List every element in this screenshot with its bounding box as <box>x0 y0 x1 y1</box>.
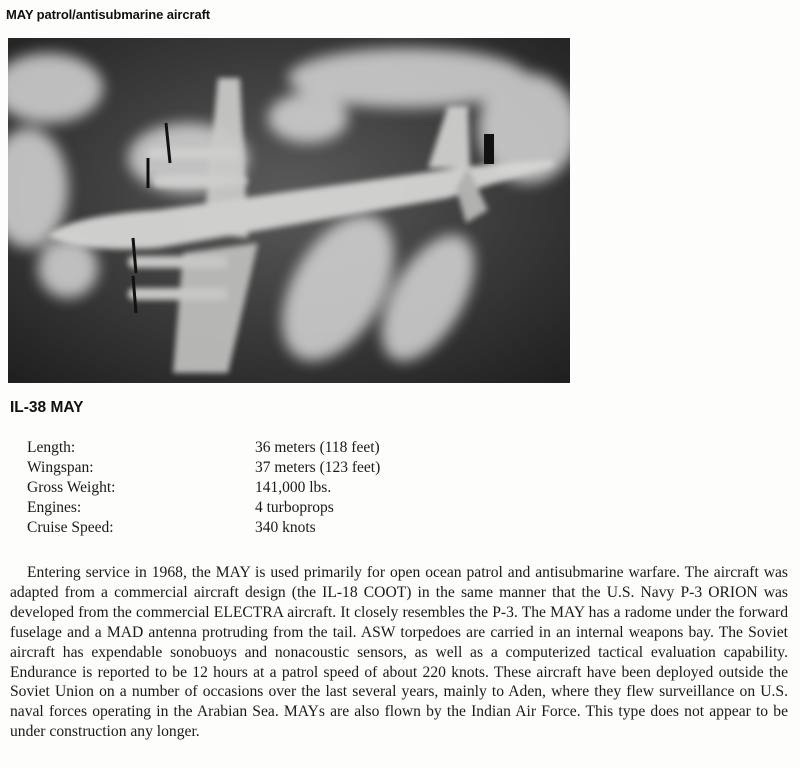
spec-row-wingspan <box>27 458 447 478</box>
spec-value: 340 knots <box>255 519 316 536</box>
spec-row-gross-weight <box>27 478 447 498</box>
aircraft-photo-icon <box>8 38 570 383</box>
photo-caption: MAY patrol/antisubmarine aircraft <box>6 7 211 22</box>
spec-label: Wingspan: <box>27 459 94 476</box>
spec-table <box>27 438 447 538</box>
spec-value: 4 turboprops <box>255 499 334 516</box>
spec-label: Engines: <box>27 499 82 516</box>
spec-value: 37 meters (123 feet) <box>255 459 381 476</box>
spec-label: Gross Weight: <box>27 479 116 496</box>
spec-value: 36 meters (118 feet) <box>255 439 380 456</box>
description <box>10 563 788 742</box>
spec-row-cruise-speed <box>27 518 447 538</box>
spec-label: Cruise Speed: <box>27 519 114 536</box>
aircraft-photo <box>8 38 570 383</box>
spec-label: Length: <box>27 439 76 456</box>
description-paragraph: Entering service in 1968, the MAY is used primarily for open ocean patrol and antisubmarine warfare. The aircraft was adapted from a commercial aircraft design (the IL-18 COOT) in the same manner that the U.S. Navy P-3 ORION was developed from the commercial ELECTRA aircraft. It closely resembles the P-3. The MAY has a radome under the forward fuselage and a MAD antenna protruding from the tail. ASW torpedoes are carried in an internal weapons bay. The Soviet aircraft has expendable sonobuoys and nonacoustic sensors, as well as a computerized tactical evaluation capability. Endurance is reported to be 12 hours at a patrol speed of about 220 knots. These aircraft have been deployed outside the Soviet Union on a number of occasions over the last several years, mainly to Aden, where they flew surveillance on U.S. naval forces operating in the Arabian Sea. MAYs are also flown by the Indian Air Force. This type does not appear to be under construction any longer. <box>10 564 788 741</box>
spec-row-engines <box>27 498 447 518</box>
spec-row-length <box>27 438 447 458</box>
model-name: IL-38 MAY <box>10 399 84 416</box>
spec-value: 141,000 lbs. <box>255 479 332 496</box>
